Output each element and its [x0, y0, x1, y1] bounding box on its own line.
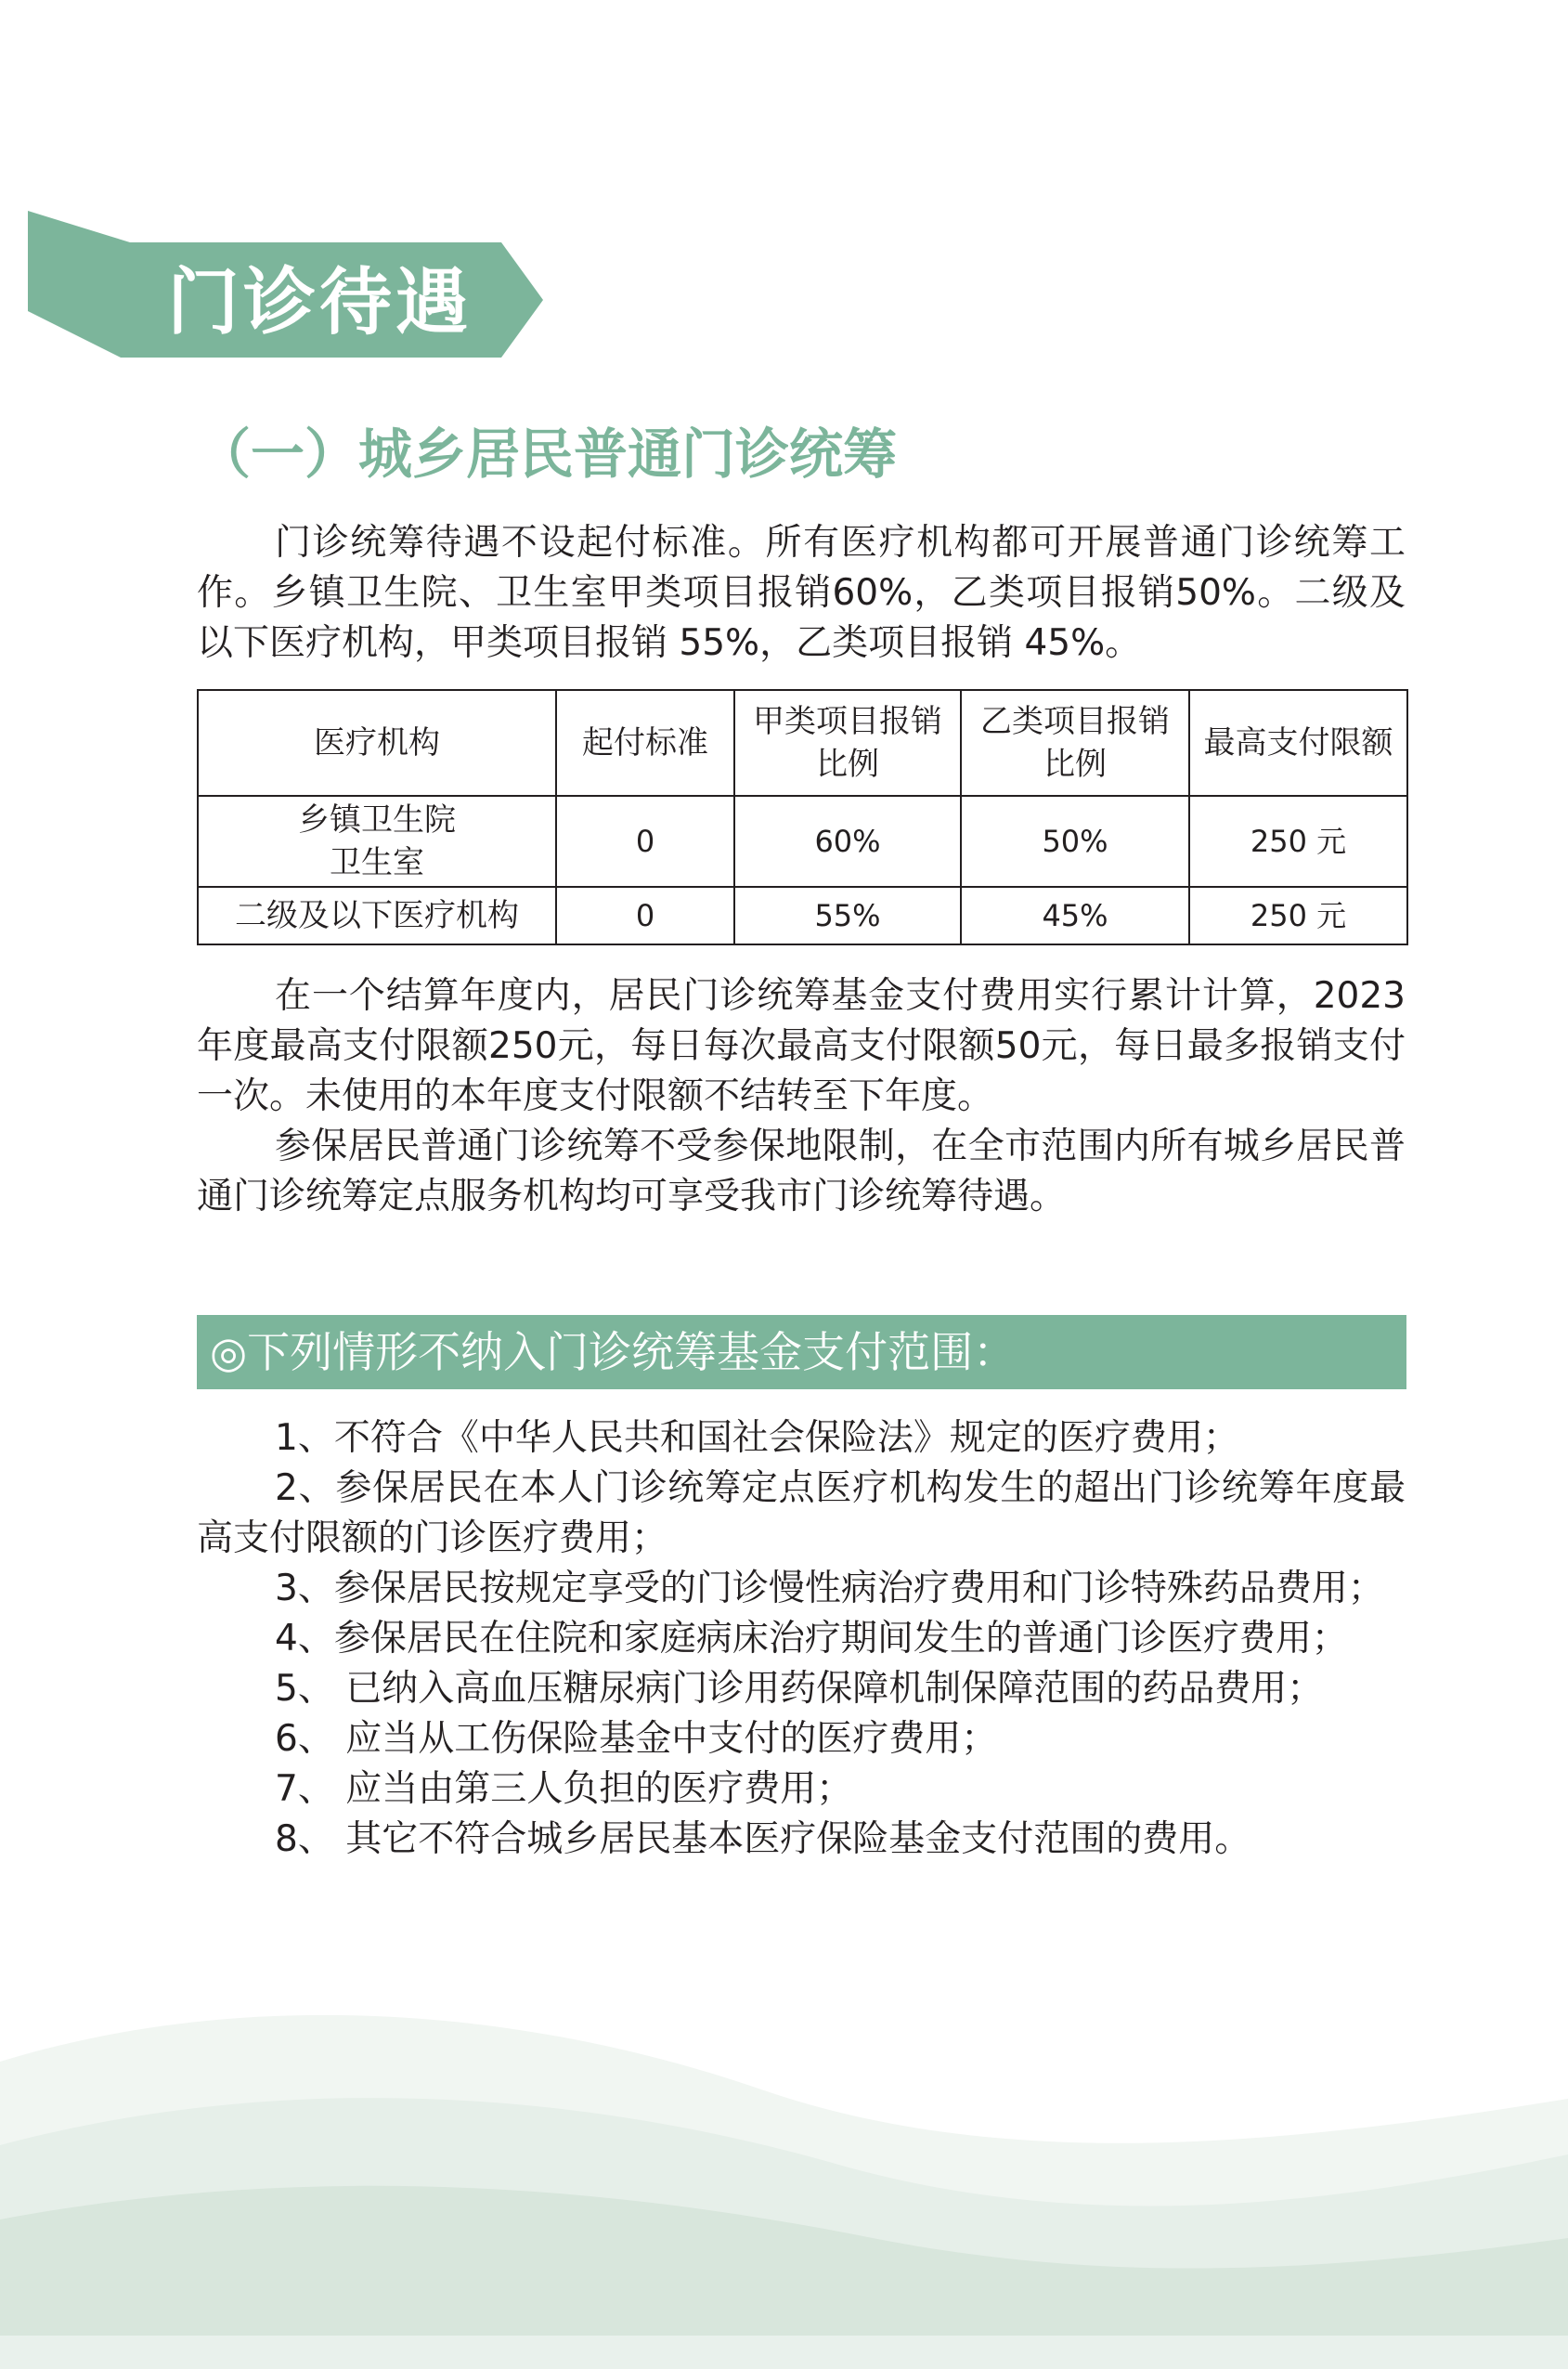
table-cell: 55% [734, 887, 961, 944]
table-row [198, 796, 1407, 887]
table-header-row [198, 690, 1407, 796]
notice-title: ◎下列情形不纳入门诊统筹基金支付范围： [210, 1327, 1017, 1377]
table-cell: 0 [556, 796, 734, 887]
table-cell: 45% [961, 887, 1189, 944]
reimbursement-table [197, 689, 1408, 945]
table-header-cell: 医疗机构 [198, 690, 556, 796]
banner-title: 门诊待遇 [167, 261, 473, 345]
table-cell: 0 [556, 887, 734, 944]
table-cell: 60% [734, 796, 961, 887]
list-item: 4、参保居民在住院和家庭病床治疗期间发生的普通门诊医疗费用； [275, 1618, 1348, 1660]
table-header-cell: 最高支付限额 [1189, 690, 1407, 796]
list-item: 3、参保居民按规定享受的门诊慢性病治疗费用和门诊特殊药品费用； [275, 1568, 1384, 1609]
list-item: 5、 已纳入高血压糖尿病门诊用药保障机制保障范围的药品费用； [275, 1668, 1324, 1710]
list-item: 6、 应当从工伤保险基金中支付的医疗费用； [275, 1718, 998, 1760]
table-header-cell: 乙类项目报销比例 [961, 690, 1189, 796]
exclusion-list [197, 1413, 1406, 1865]
table-cell: 乡镇卫生院 卫生室 [198, 796, 556, 887]
table-cell: 50% [961, 796, 1189, 887]
table-header-cell: 甲类项目报销比例 [734, 690, 961, 796]
list-item: 1、不符合《中华人民共和国社会保险法》规定的医疗费用； [275, 1417, 1239, 1459]
scope-paragraph: 参保居民普通门诊统筹不受参保地限制，在全市范围内所有城乡居民普通门诊统筹定点服务机构均可享受我市门诊统筹待遇。 [197, 1126, 1406, 1217]
table-row [198, 887, 1407, 944]
list-item: 8、 其它不符合城乡居民基本医疗保险基金支付范围的费用。 [275, 1818, 1251, 1860]
list-item: 7、 应当由第三人负担的医疗费用； [275, 1768, 853, 1810]
table-cell: 250 元 [1189, 887, 1407, 944]
notice-bar [197, 1315, 1406, 1389]
section-banner [28, 211, 543, 358]
settlement-paragraph: 在一个结算年度内，居民门诊统筹基金支付费用实行累计计算，2023年度最高支付限额250元，每日每次最高支付限额50元，每日最多报销支付一次。未使用的本年度支付限额不结转至下年度。 [197, 975, 1406, 1117]
decorative-waves [0, 2006, 1568, 2369]
intro-paragraph: 门诊统筹待遇不设起付标准。所有医疗机构都可开展普通门诊统筹工作。乡镇卫生院、卫生室甲类项目报销60%，乙类项目报销50%。二级及以下医疗机构，甲类项目报销 55%，乙类项目报销 45%。 [197, 522, 1406, 664]
table-cell: 250 元 [1189, 796, 1407, 887]
table-cell: 二级及以下医疗机构 [198, 887, 556, 944]
table-header-cell: 起付标准 [556, 690, 734, 796]
list-item: 2、参保居民在本人门诊统筹定点医疗机构发生的超出门诊统筹年度最高支付限额的门诊医疗费用； [197, 1467, 1406, 1559]
section-title: （一）城乡居民普通门诊统筹 [197, 423, 898, 486]
